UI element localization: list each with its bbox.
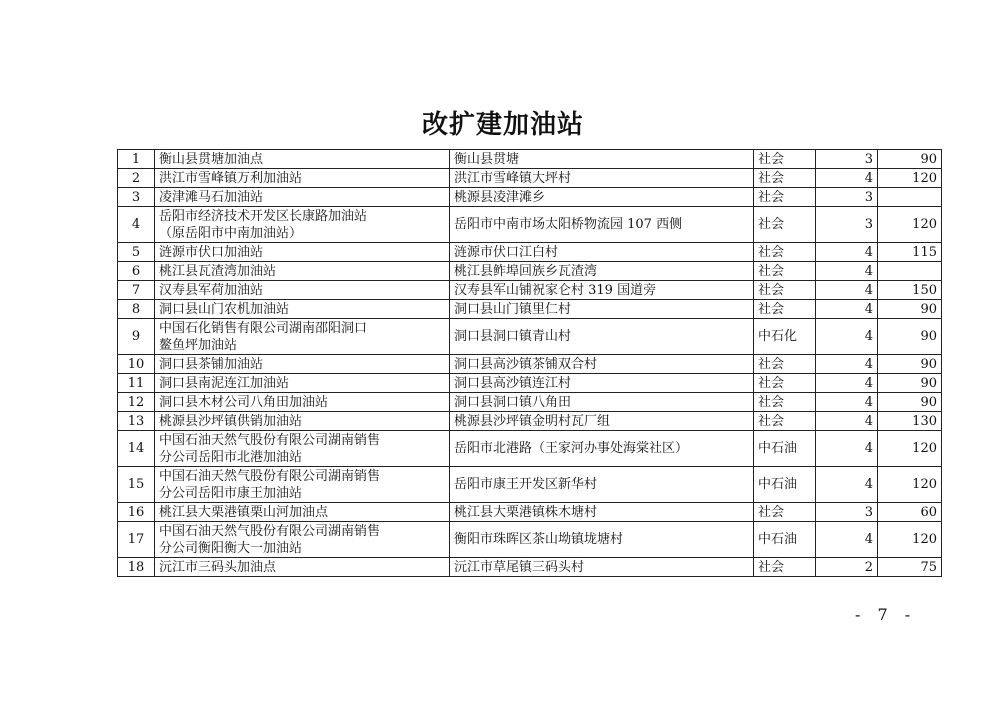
- row-index-cell: 2: [118, 169, 155, 188]
- pump-count-cell: 2: [816, 558, 878, 577]
- station-name-cell: [155, 281, 450, 300]
- capacity-cell: 90: [878, 374, 942, 393]
- station-name-cell: [155, 412, 450, 431]
- capacity-cell: [878, 188, 942, 207]
- station-type-cell: 中石油: [754, 467, 816, 503]
- station-name-cell: [155, 319, 450, 355]
- pump-count-cell: 4: [816, 393, 878, 412]
- station-name-cell: [155, 207, 450, 243]
- row-index-cell: 5: [118, 243, 155, 262]
- page-number: - 7 -: [855, 605, 917, 624]
- capacity-cell: 120: [878, 431, 942, 467]
- row-index-cell: 18: [118, 558, 155, 577]
- table-row: [118, 207, 942, 243]
- station-name-line: 鳌鱼坪加油站: [159, 337, 238, 353]
- station-type-cell: 中石油: [754, 522, 816, 558]
- table-row: [118, 503, 942, 522]
- capacity-cell: 90: [878, 300, 942, 319]
- capacity-cell: 90: [878, 150, 942, 169]
- pump-count-cell: 4: [816, 319, 878, 355]
- capacity-cell: 120: [878, 467, 942, 503]
- table-row: [118, 355, 942, 374]
- station-name-line: 洞口县茶铺加油站: [159, 356, 264, 372]
- capacity-cell: 60: [878, 503, 942, 522]
- table-row: [118, 262, 942, 281]
- row-index-cell: 16: [118, 503, 155, 522]
- table-row: [118, 558, 942, 577]
- row-index-cell: 9: [118, 319, 155, 355]
- row-index-cell: 7: [118, 281, 155, 300]
- capacity-cell: 90: [878, 355, 942, 374]
- page-title: 改扩建加油站: [421, 110, 584, 140]
- pump-count-cell: 3: [816, 207, 878, 243]
- capacity-cell: 115: [878, 243, 942, 262]
- station-address-cell: 衡山县贯塘: [450, 150, 754, 169]
- station-address-cell: 沅江市草尾镇三码头村: [450, 558, 754, 577]
- row-index-cell: 8: [118, 300, 155, 319]
- row-index-cell: 15: [118, 467, 155, 503]
- table-row: [118, 281, 942, 300]
- station-address-cell: 衡阳市珠晖区茶山坳镇垅塘村: [450, 522, 754, 558]
- station-address-cell: 洞口县高沙镇连江村: [450, 374, 754, 393]
- station-name-line: 分公司岳阳市北港加油站: [159, 449, 303, 465]
- station-name-cell: [155, 169, 450, 188]
- station-type-cell: 社会: [754, 150, 816, 169]
- station-address-cell: 洞口县山门镇里仁村: [450, 300, 754, 319]
- capacity-cell: 90: [878, 319, 942, 355]
- station-name-line: 分公司岳阳市康王加油站: [159, 485, 303, 501]
- pump-count-cell: 3: [816, 503, 878, 522]
- table-row: [118, 412, 942, 431]
- row-index-cell: 17: [118, 522, 155, 558]
- station-name-line: 岳阳市经济技术开发区长康路加油站: [159, 208, 368, 224]
- station-name-line: 涟源市伏口加油站: [159, 244, 264, 260]
- row-index-cell: 14: [118, 431, 155, 467]
- station-address-cell: 岳阳市北港路（王家河办事处海棠社区）: [450, 431, 754, 467]
- pump-count-cell: 4: [816, 467, 878, 503]
- pump-count-cell: 4: [816, 431, 878, 467]
- row-index-cell: 3: [118, 188, 155, 207]
- station-name-line: 中国石油天然气股份有限公司湖南销售: [159, 468, 381, 484]
- station-name-line: 桃江县大栗港镇栗山河加油点: [159, 504, 329, 520]
- station-name-cell: [155, 243, 450, 262]
- station-address-cell: 汉寿县军山铺祝家仑村 319 国道旁: [450, 281, 754, 300]
- station-name-cell: [155, 431, 450, 467]
- station-address-cell: 洞口县高沙镇茶铺双合村: [450, 355, 754, 374]
- table-row: [118, 374, 942, 393]
- table-row: [118, 169, 942, 188]
- table-row: [118, 393, 942, 412]
- pump-count-cell: 4: [816, 412, 878, 431]
- station-name-cell: [155, 262, 450, 281]
- pump-count-cell: 4: [816, 300, 878, 319]
- station-type-cell: 社会: [754, 558, 816, 577]
- pump-count-cell: 4: [816, 522, 878, 558]
- station-name-cell: [155, 522, 450, 558]
- station-name-cell: [155, 467, 450, 503]
- station-type-cell: 社会: [754, 300, 816, 319]
- station-type-cell: 社会: [754, 393, 816, 412]
- station-name-line: 中国石油天然气股份有限公司湖南销售: [159, 523, 381, 539]
- station-name-line: 衡山县贯塘加油点: [159, 151, 264, 167]
- station-type-cell: 中石化: [754, 319, 816, 355]
- station-type-cell: 社会: [754, 169, 816, 188]
- station-name-cell: [155, 393, 450, 412]
- row-index-cell: 11: [118, 374, 155, 393]
- row-index-cell: 1: [118, 150, 155, 169]
- station-address-cell: 桃源县沙坪镇金明村瓦厂组: [450, 412, 754, 431]
- pump-count-cell: 4: [816, 281, 878, 300]
- station-name-cell: [155, 150, 450, 169]
- pump-count-cell: 3: [816, 188, 878, 207]
- station-name-line: 桃源县沙坪镇供销加油站: [159, 413, 303, 429]
- row-index-cell: 13: [118, 412, 155, 431]
- station-name-line: 中国石油天然气股份有限公司湖南销售: [159, 432, 381, 448]
- pump-count-cell: 4: [816, 374, 878, 393]
- table-row: [118, 188, 942, 207]
- station-name-cell: [155, 188, 450, 207]
- station-name-line: 沅江市三码头加油点: [159, 559, 277, 575]
- row-index-cell: 10: [118, 355, 155, 374]
- station-name-cell: [155, 558, 450, 577]
- station-name-cell: [155, 374, 450, 393]
- pump-count-cell: 4: [816, 355, 878, 374]
- capacity-cell: 130: [878, 412, 942, 431]
- capacity-cell: [878, 262, 942, 281]
- station-name-line: 中国石化销售有限公司湖南邵阳洞口: [159, 320, 368, 336]
- station-address-cell: 桃江县鲊埠回族乡瓦渣湾: [450, 262, 754, 281]
- table-row: [118, 522, 942, 558]
- station-name-cell: [155, 503, 450, 522]
- station-name-line: 洞口县山门农机加油站: [159, 301, 290, 317]
- station-type-cell: 社会: [754, 355, 816, 374]
- row-index-cell: 6: [118, 262, 155, 281]
- station-type-cell: 中石油: [754, 431, 816, 467]
- station-name-line: 汉寿县军荷加油站: [159, 282, 264, 298]
- pump-count-cell: 4: [816, 169, 878, 188]
- table-row: [118, 300, 942, 319]
- station-name-line: 洞口县南泥连江加油站: [159, 375, 290, 391]
- capacity-cell: 120: [878, 522, 942, 558]
- station-address-cell: 岳阳市中南市场太阳桥物流园 107 西侧: [450, 207, 754, 243]
- station-address-cell: 桃江县大栗港镇株木塘村: [450, 503, 754, 522]
- station-name-line: 洞口县木材公司八角田加油站: [159, 394, 329, 410]
- station-name-cell: [155, 355, 450, 374]
- station-address-cell: 桃源县凌津滩乡: [450, 188, 754, 207]
- station-type-cell: 社会: [754, 503, 816, 522]
- station-name-cell: [155, 300, 450, 319]
- pump-count-cell: 4: [816, 243, 878, 262]
- station-name-line: （原岳阳市中南加油站）: [159, 225, 303, 241]
- station-type-cell: 社会: [754, 188, 816, 207]
- pump-count-cell: 4: [816, 262, 878, 281]
- station-name-line: 桃江县瓦渣湾加油站: [159, 263, 277, 279]
- capacity-cell: 120: [878, 207, 942, 243]
- station-address-cell: 洪江市雪峰镇大坪村: [450, 169, 754, 188]
- station-name-line: 分公司衡阳衡大一加油站: [159, 540, 303, 556]
- station-name-line: 凌津滩马石加油站: [159, 189, 264, 205]
- table-row: [118, 467, 942, 503]
- capacity-cell: 75: [878, 558, 942, 577]
- table-row: [118, 150, 942, 169]
- table-row: [118, 319, 942, 355]
- station-address-cell: 涟源市伏口江白村: [450, 243, 754, 262]
- station-type-cell: 社会: [754, 207, 816, 243]
- capacity-cell: 120: [878, 169, 942, 188]
- row-index-cell: 4: [118, 207, 155, 243]
- table-row: [118, 243, 942, 262]
- station-type-cell: 社会: [754, 262, 816, 281]
- table-row: [118, 431, 942, 467]
- station-type-cell: 社会: [754, 374, 816, 393]
- station-type-cell: 社会: [754, 412, 816, 431]
- station-address-cell: 洞口县洞口镇八角田: [450, 393, 754, 412]
- station-name-line: 洪江市雪峰镇万利加油站: [159, 170, 303, 186]
- station-address-cell: 岳阳市康王开发区新华村: [450, 467, 754, 503]
- capacity-cell: 90: [878, 393, 942, 412]
- station-type-cell: 社会: [754, 243, 816, 262]
- row-index-cell: 12: [118, 393, 155, 412]
- station-type-cell: 社会: [754, 281, 816, 300]
- station-address-cell: 洞口县洞口镇青山村: [450, 319, 754, 355]
- pump-count-cell: 3: [816, 150, 878, 169]
- capacity-cell: 150: [878, 281, 942, 300]
- gas-station-table: [117, 149, 942, 577]
